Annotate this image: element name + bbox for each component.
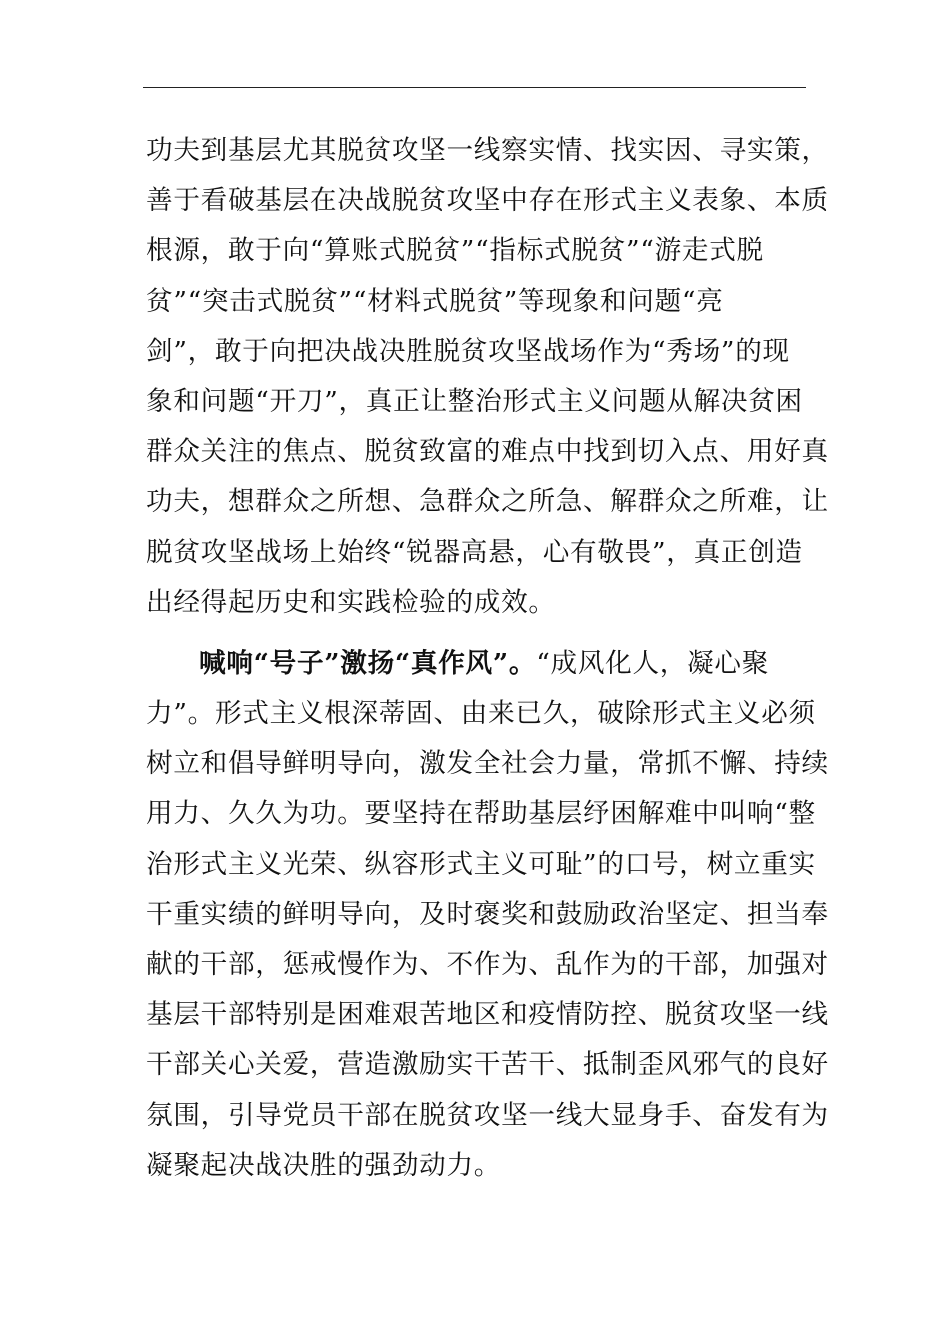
paragraph-line: 治形式主义光荣、纵容形式主义可耻”的口号，树立重实 <box>146 848 816 880</box>
paragraph-line: 贫”“突击式脱贫”“材料式脱贫”等现象和问题“亮 <box>146 285 724 317</box>
paragraph-line: 氛围，引导党员干部在脱贫攻坚一线大显身手、奋发有为 <box>146 1099 829 1131</box>
paragraph-line: 力”。形式主义根深蒂固、由来已久，破除形式主义必须 <box>146 698 816 730</box>
document-body <box>146 126 829 1191</box>
paragraph-line: 用力、久久为功。要坚持在帮助基层纾困解难中叫响“整 <box>146 798 816 830</box>
paragraph-line: 出经得起历史和实践检验的成效。 <box>146 586 556 618</box>
paragraph-line: 剑”，敢于向把决战决胜脱贫攻坚战场作为“秀场”的现 <box>146 335 790 367</box>
paragraph-line: 树立和倡导鲜明导向，激发全社会力量，常抓不懈、持续 <box>146 748 829 780</box>
paragraph-line: 干重实绩的鲜明导向，及时褒奖和鼓励政治坚定、担当奉 <box>146 898 829 930</box>
paragraph-line: 功夫，想群众之所想、急群众之所急、解群众之所难，让 <box>146 486 829 518</box>
paragraph-line: 功夫到基层尤其脱贫攻坚一线察实情、找实因、寻实策， <box>146 135 829 166</box>
paragraph-line-rest: “成风化人，凝心聚 <box>536 647 770 679</box>
paragraph-2 <box>146 639 829 1191</box>
paragraph-line: 脱贫攻坚战场上始终“锐器高悬，心有敬畏”，真正创造 <box>146 536 803 568</box>
paragraph-line: 献的干部，惩戒慢作为、不作为、乱作为的干部，加强对 <box>146 949 829 980</box>
paragraph-first-line <box>146 639 808 689</box>
paragraph-line: 根源，敢于向“算账式脱贫”“指标式脱贫”“游走式脱 <box>146 235 764 267</box>
paragraph-line: 群众关注的焦点、脱贫致富的难点中找到切入点、用好真 <box>146 436 829 468</box>
paragraph-lead-heading: 喊响“号子”激扬“真作风”。 <box>199 647 537 679</box>
paragraph-line: 善于看破基层在决战脱贫攻坚中存在形式主义表象、本质 <box>146 185 829 217</box>
header-rule <box>143 87 806 88</box>
paragraph-line: 干部关心关爱，营造激励实干苦干、抵制歪风邪气的良好 <box>146 1049 829 1081</box>
paragraph-line: 凝聚起决战决胜的强劲动力。 <box>146 1149 502 1181</box>
paragraph-line: 象和问题“开刀”，真正让整治形式主义问题从解决贫困 <box>146 385 803 417</box>
paragraph-1 <box>146 126 829 628</box>
paragraph-line: 基层干部特别是困难艰苦地区和疫情防控、脱贫攻坚一线 <box>146 999 829 1031</box>
